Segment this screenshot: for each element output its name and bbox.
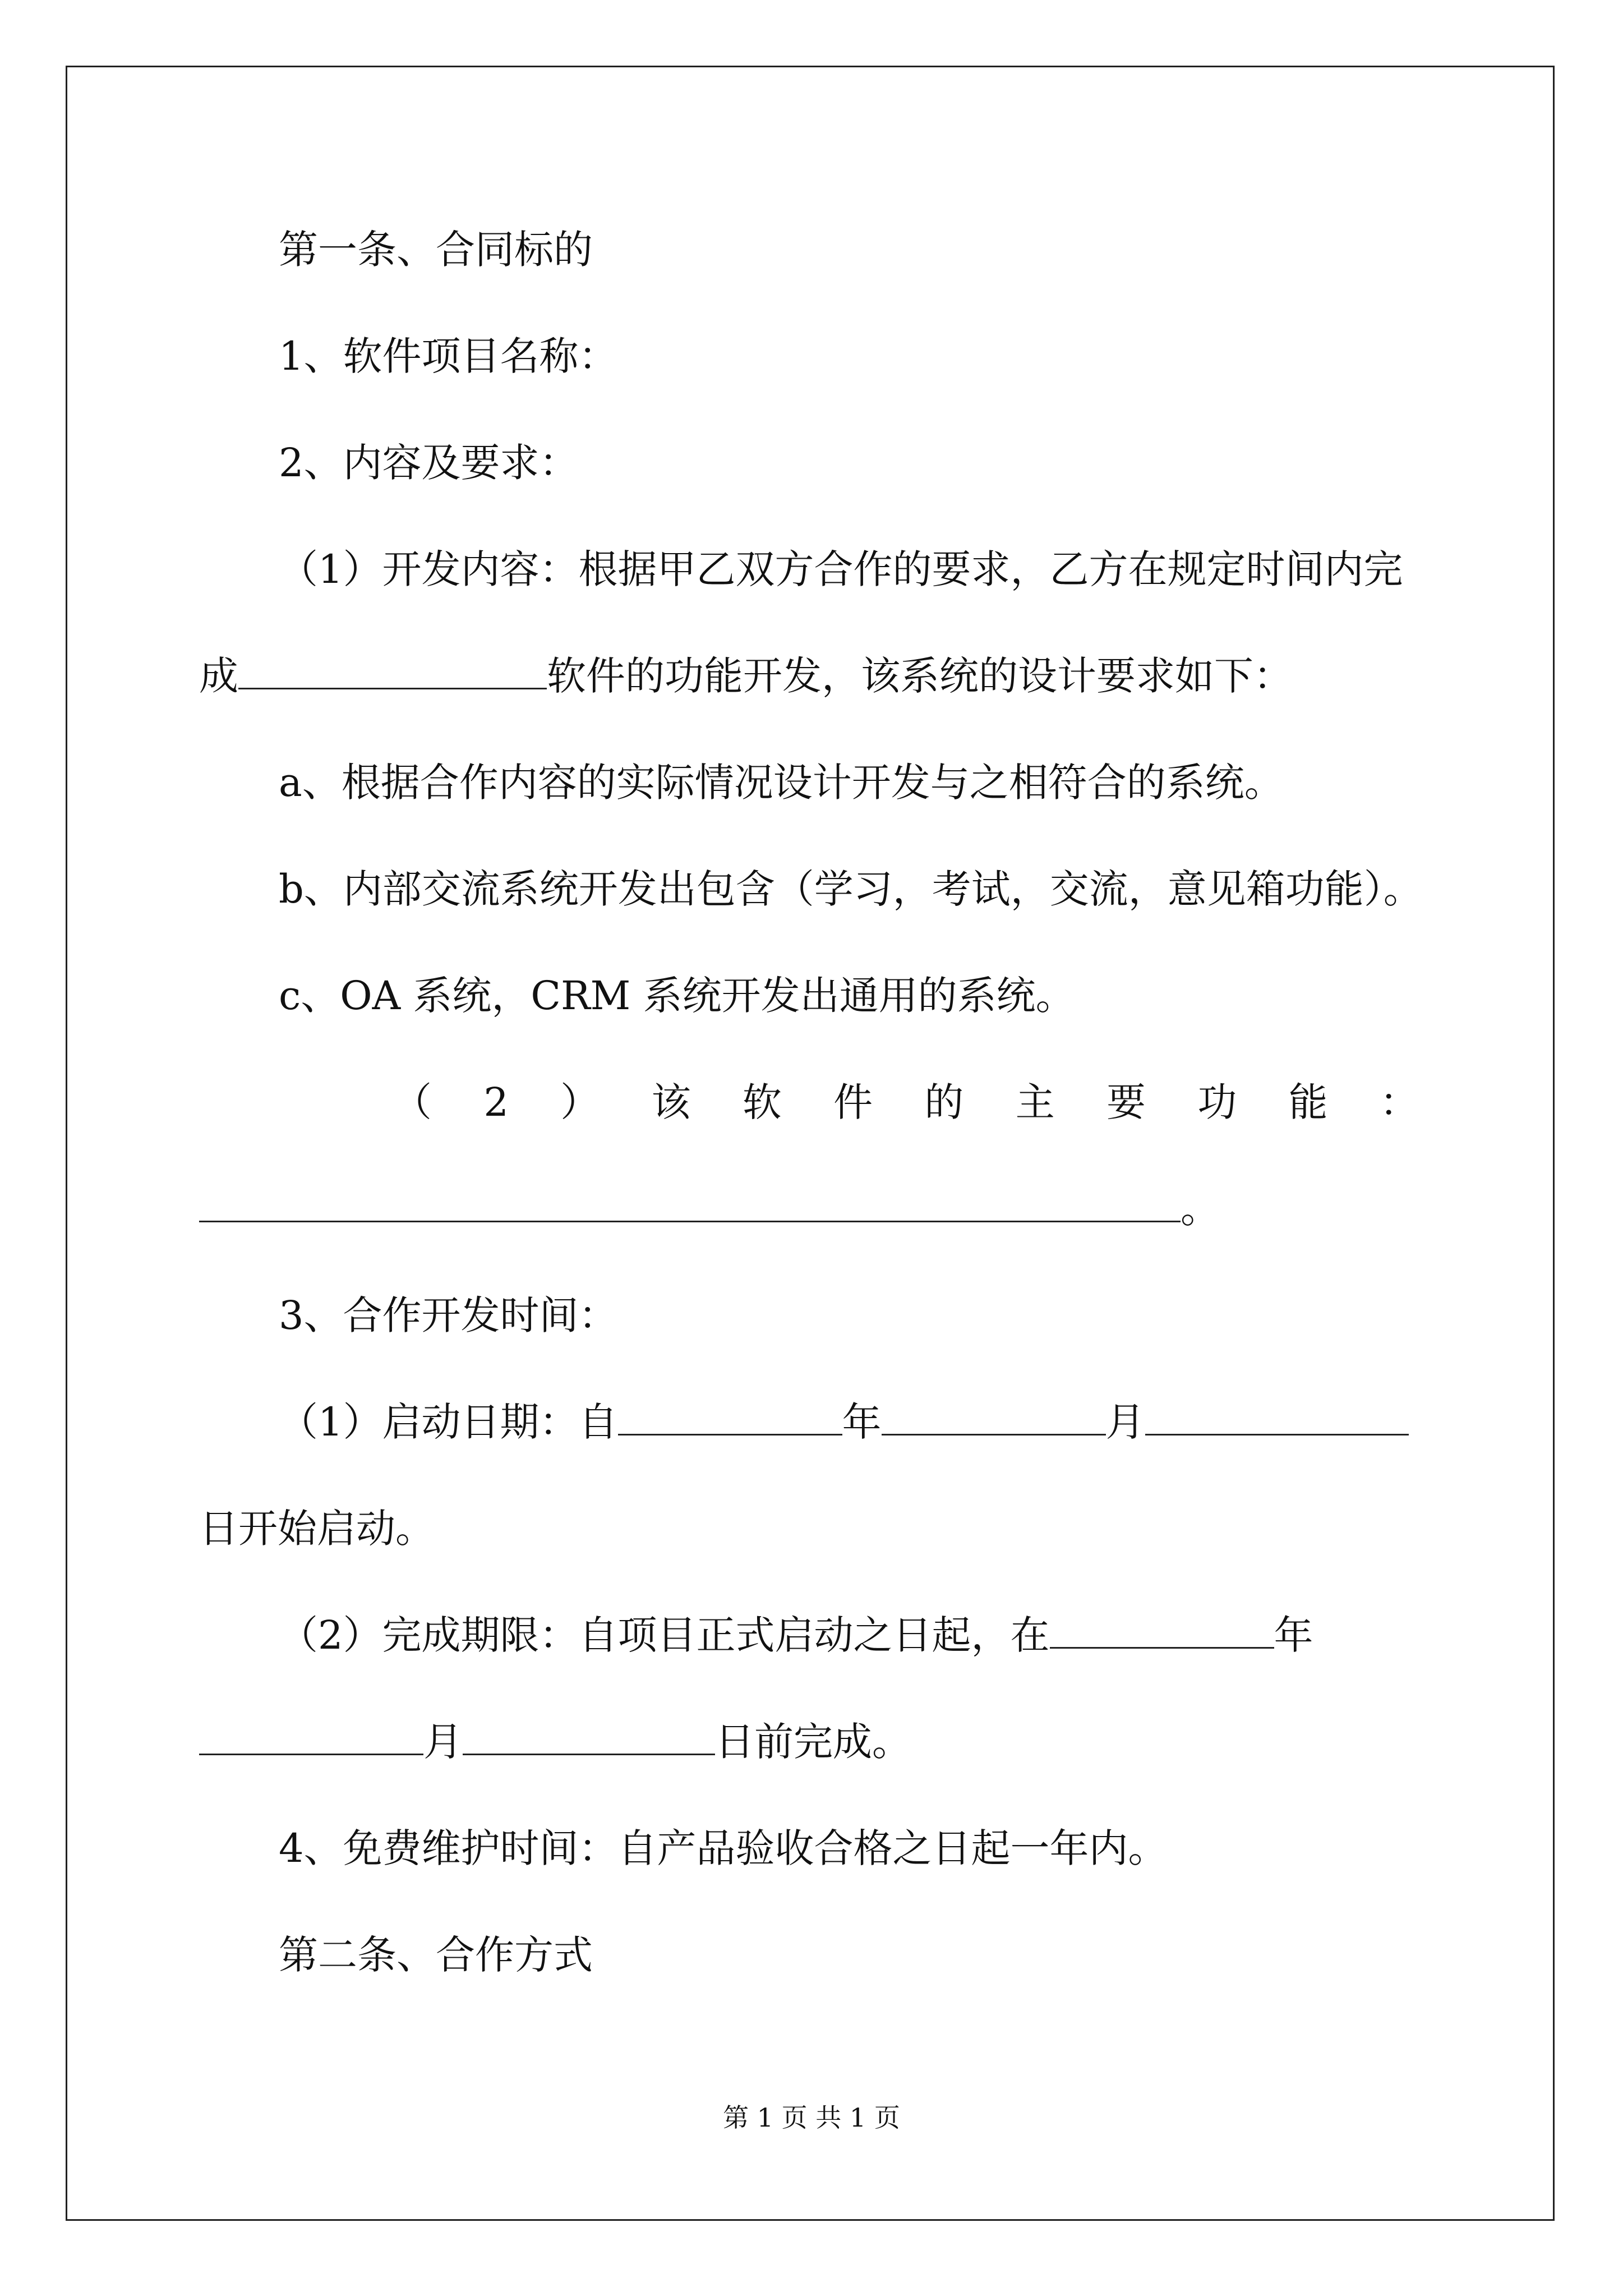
software-name-blank[interactable]: [238, 653, 547, 689]
finish-prefix: （2）完成期限：自项目正式启动之日起，在: [279, 1612, 1050, 1658]
year-label: 年: [1274, 1612, 1313, 1658]
spread-char: 该: [651, 1079, 691, 1125]
month-label: 月: [423, 1719, 463, 1765]
main-functions-end: 。: [1181, 1186, 1220, 1232]
item-2-1-line-1: （1）开发内容：根据甲乙双方合作的要求，乙方在规定时间内完: [279, 546, 1403, 592]
spread-char: ）: [560, 1079, 600, 1125]
spread-char: 能: [1288, 1079, 1328, 1125]
main-functions-line: [199, 1184, 1220, 1234]
article-2-title: 第二条、合作方式: [279, 1932, 593, 1978]
start-month-blank[interactable]: [882, 1399, 1106, 1435]
finish-year-blank[interactable]: [1050, 1612, 1274, 1649]
finish-deadline-line-2: [199, 1717, 911, 1767]
spread-char: 的: [924, 1079, 964, 1125]
spread-char: 件: [833, 1079, 873, 1125]
item-2-1-prefix: 成: [199, 653, 238, 699]
item-1-project-name: 1、软件项目名称：: [279, 333, 618, 379]
start-year-blank[interactable]: [618, 1399, 842, 1435]
spread-char: 要: [1106, 1079, 1146, 1125]
item-2-1-line-2: [199, 651, 1293, 701]
spread-char: 主: [1015, 1079, 1055, 1125]
spread-char: 功: [1197, 1079, 1237, 1125]
start-date-prefix: （1）启动日期：自: [279, 1399, 618, 1445]
start-day-blank[interactable]: [1145, 1399, 1409, 1435]
requirement-c: c、OA 系统，CRM 系统开发出通用的系统。: [279, 973, 1075, 1019]
page-number-footer: 第 1 页 共 1 页: [723, 2102, 900, 2133]
spread-char: 软: [742, 1079, 782, 1125]
item-2-1-suffix: 软件的功能开发，该系统的设计要求如下：: [547, 653, 1293, 699]
item-2-content: 2、内容及要求：: [279, 440, 579, 486]
spread-char: （: [393, 1079, 432, 1125]
item-2-2-heading: [393, 1077, 1419, 1128]
finish-tail: 日前完成。: [715, 1719, 911, 1765]
year-label: 年: [842, 1399, 882, 1445]
start-date-line: [279, 1397, 1409, 1447]
article-1-title: 第一条、合同标的: [279, 227, 593, 273]
main-functions-blank[interactable]: [199, 1186, 1181, 1222]
item-4-maintenance: 4、免费维护时间：自产品验收合格之日起一年内。: [279, 1825, 1168, 1871]
finish-deadline-line: [279, 1610, 1313, 1660]
requirement-a: a、根据合作内容的实际情况设计开发与之相符合的系统。: [279, 760, 1284, 806]
page-border: [66, 66, 1555, 2221]
item-3-dev-time: 3、合作开发时间：: [279, 1292, 618, 1338]
start-date-tail: 日开始启动。: [199, 1506, 435, 1552]
finish-month-blank[interactable]: [199, 1719, 423, 1755]
spread-char: 2: [483, 1079, 509, 1125]
requirement-b: b、内部交流系统开发出包含（学习，考试，交流，意见箱功能）。: [279, 866, 1423, 912]
finish-day-blank[interactable]: [463, 1719, 715, 1755]
month-label: 月: [1105, 1399, 1145, 1445]
spread-char: ：: [1379, 1079, 1419, 1125]
